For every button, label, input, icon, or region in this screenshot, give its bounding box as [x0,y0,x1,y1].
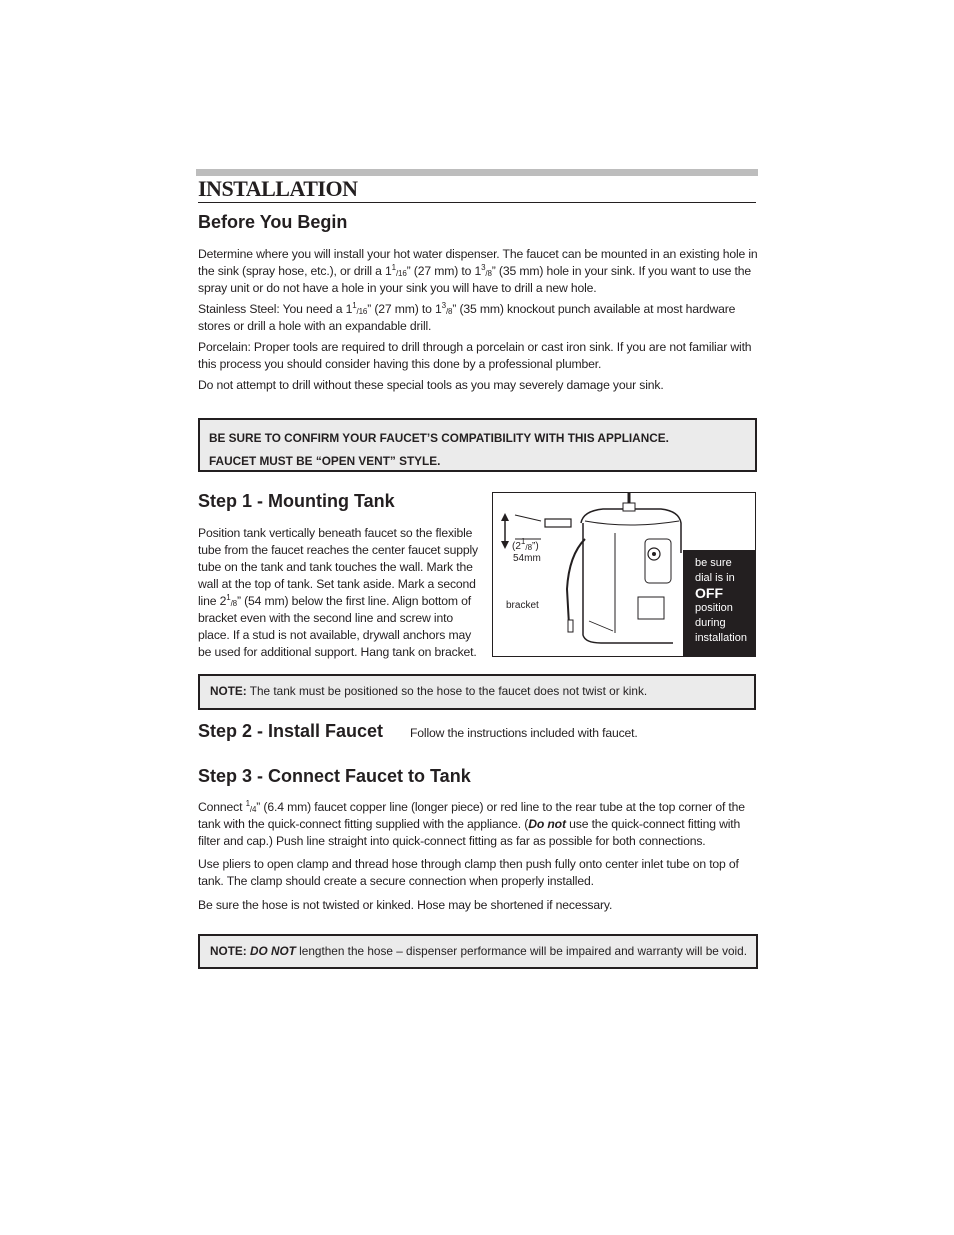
note-hose-twist-box: NOTE: The tank must be positioned so the hose to the faucet does not twist or kink. [198,674,756,710]
title-divider [198,202,756,203]
before-paragraph-3: Porcelain: Proper tools are required to drill through a porcelain or cast iron sink. If you are not familiar with this process you should consider having this done by a professional plumber. [198,340,752,371]
before-heading: Before You Begin [198,212,348,232]
step2-text: Follow the instructions included with faucet. [410,726,638,740]
note-hose-length-box: NOTE: DO NOT lengthen the hose – dispenser performance will be impaired and warranty will be void. [198,934,758,969]
warning-line-2: FAUCET MUST BE “OPEN VENT” STYLE. [209,454,441,468]
step2-heading: Step 2 - Install Faucet [198,721,384,741]
step3-paragraph-1: Connect $^1_{/4}$” (6.4 mm) faucet copper line (longer piece) or red line to the rear tube at the top corner of the tank with the quick-connect fitting supplied with the appliance. (Do not use the quick-connect fitting with filter and cap.) Push line straight into quick-connect fitting as far as possible for both connections. [198,799,745,848]
step1-heading: Step 1 - Mounting Tank [198,491,395,511]
step1-text: Position tank vertically beneath faucet so the flexible tube from the faucet reaches the center faucet supply tube on the tank and tank touches the wall. Mark the wall at the top of tank. Set tank aside. Mark a second line $2^1_{/8}$” (54 mm) below the first line. Align bottom of bracket even with the second line and screw into place. If a stud is not available, drywall anchors may be used for additional support. Hang tank on bracket. [198,526,478,659]
step3-paragraph-2: Use pliers to open clamp and thread hose through clamp then push fully onto center inlet tube on top of tank. The clamp should create a secure connection when properly installed. [198,857,739,888]
step3-paragraph-3: Be sure the hose is not twisted or kinked. Hose may be shortened if necessary. [198,898,613,912]
step3-text [198,799,758,918]
warning-line-1: BE SURE TO CONFIRM YOUR FAUCET’S COMPATIBILITY WITH THIS APPLIANCE. [209,431,669,445]
page-title: INSTALLATION [198,176,358,201]
before-paragraph-4: Do not attempt to drill without these special tools as you may severely damage your sink. [198,378,664,392]
before-paragraph-1: Determine where you will install your hot water dispenser. The faucet can be mounted in an existing hole in the sink (spray hose, etc.), or drill a $1^1_{/16}$” (27 mm) to $1^3_{/8}$” (35 mm) hole in your sink. If you want to use the spray unit or do not have a hole in your sink you will have to drill a new hole. [198,247,758,295]
header-bar [196,169,758,176]
before-paragraph-2: Stainless Steel: You need a $1^1_{/16}$” (27 mm) to $1^3_{/8}$” (35 mm) knockout punch available at most hardware stores or drill a hole with an expandable drill. [198,301,736,333]
off-dial-callout: be sure dial is in OFF position during installation [683,550,756,657]
step3-heading: Step 3 - Connect Faucet to Tank [198,766,471,786]
before-text [198,246,758,398]
bracket-label: bracket [506,600,539,611]
compatibility-warning-box [198,418,757,472]
tank-mounting-illustration [492,492,756,657]
dimension-label: $(2^1_{/8}”)$ 54mm [512,537,541,564]
